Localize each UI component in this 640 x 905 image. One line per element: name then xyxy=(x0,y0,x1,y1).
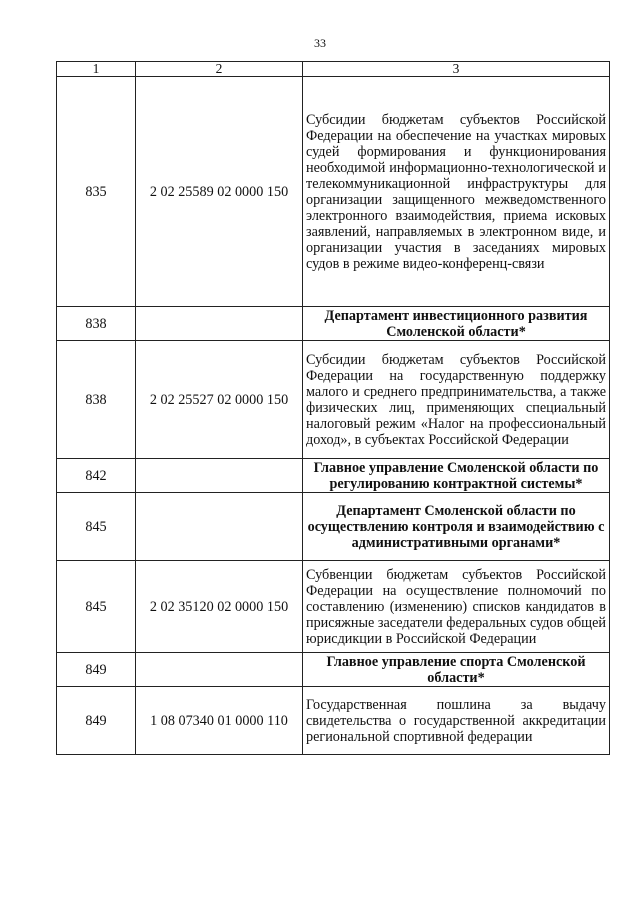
revenue-code-cell: 2 02 25589 02 0000 150 xyxy=(136,77,303,307)
header-col-1: 1 xyxy=(57,62,136,77)
revenue-code-cell xyxy=(136,459,303,493)
table-row xyxy=(57,493,610,561)
department-name-cell: Главное управление спорта Смоленской области* xyxy=(303,653,610,687)
page-number: 33 xyxy=(314,36,326,50)
admin-code-cell: 838 xyxy=(57,341,136,459)
revenue-code-cell xyxy=(136,307,303,341)
revenue-code-cell: 2 02 25527 02 0000 150 xyxy=(136,341,303,459)
table-row xyxy=(57,341,610,459)
revenue-code-cell: 2 02 35120 02 0000 150 xyxy=(136,561,303,653)
header-col-2: 2 xyxy=(136,62,303,77)
description-cell: Субсидии бюджетам субъектов Российской Федерации на обеспечение на участках мировых судей формирования и функционирования необходимой информационно-технологической и телекоммуникационной инфраструктуры для организации защищенного межведомственного электронного взаимодействия, приема исковых заявлений, направляемых в электронном виде, и организации участия в заседаниях мировых судов в режиме видео-конференц-связи xyxy=(303,77,610,307)
table-row xyxy=(57,561,610,653)
admin-code-cell: 845 xyxy=(57,493,136,561)
table-row xyxy=(57,687,610,755)
table-row xyxy=(57,653,610,687)
description-cell: Субсидии бюджетам субъектов Российской Федерации на государственную поддержку малого и среднего предпринимательства, а также физических лиц, применяющих специальный налоговый режим «Налог на профессиональный доход», в субъектах Российской Федерации xyxy=(303,341,610,459)
table-row xyxy=(57,459,610,493)
admin-code-cell: 838 xyxy=(57,307,136,341)
admin-code-cell: 849 xyxy=(57,687,136,755)
description-cell: Государственная пошлина за выдачу свидетельства о государственной аккредитации региональной спортивной федерации xyxy=(303,687,610,755)
revenue-code-cell xyxy=(136,493,303,561)
admin-code-cell: 849 xyxy=(57,653,136,687)
department-name-cell: Департамент инвестиционного развития Смоленской области* xyxy=(303,307,610,341)
revenue-code-cell xyxy=(136,653,303,687)
department-name-cell: Департамент Смоленской области по осуществлению контроля и взаимодействию с административными органами* xyxy=(303,493,610,561)
table-row xyxy=(57,77,610,307)
admin-code-cell: 842 xyxy=(57,459,136,493)
description-cell: Субвенции бюджетам субъектов Российской Федерации на осуществление полномочий по составлению (изменению) списков кандидатов в присяжные заседатели федеральных судов общей юрисдикции в Российской Федерации xyxy=(303,561,610,653)
admin-code-cell: 845 xyxy=(57,561,136,653)
table-row xyxy=(57,307,610,341)
table-header-row xyxy=(57,62,610,77)
revenue-code-cell: 1 08 07340 01 0000 110 xyxy=(136,687,303,755)
department-name-cell: Главное управление Смоленской области по регулированию контрактной системы* xyxy=(303,459,610,493)
header-col-3: 3 xyxy=(303,62,610,77)
budget-codes-table xyxy=(56,61,610,755)
admin-code-cell: 835 xyxy=(57,77,136,307)
